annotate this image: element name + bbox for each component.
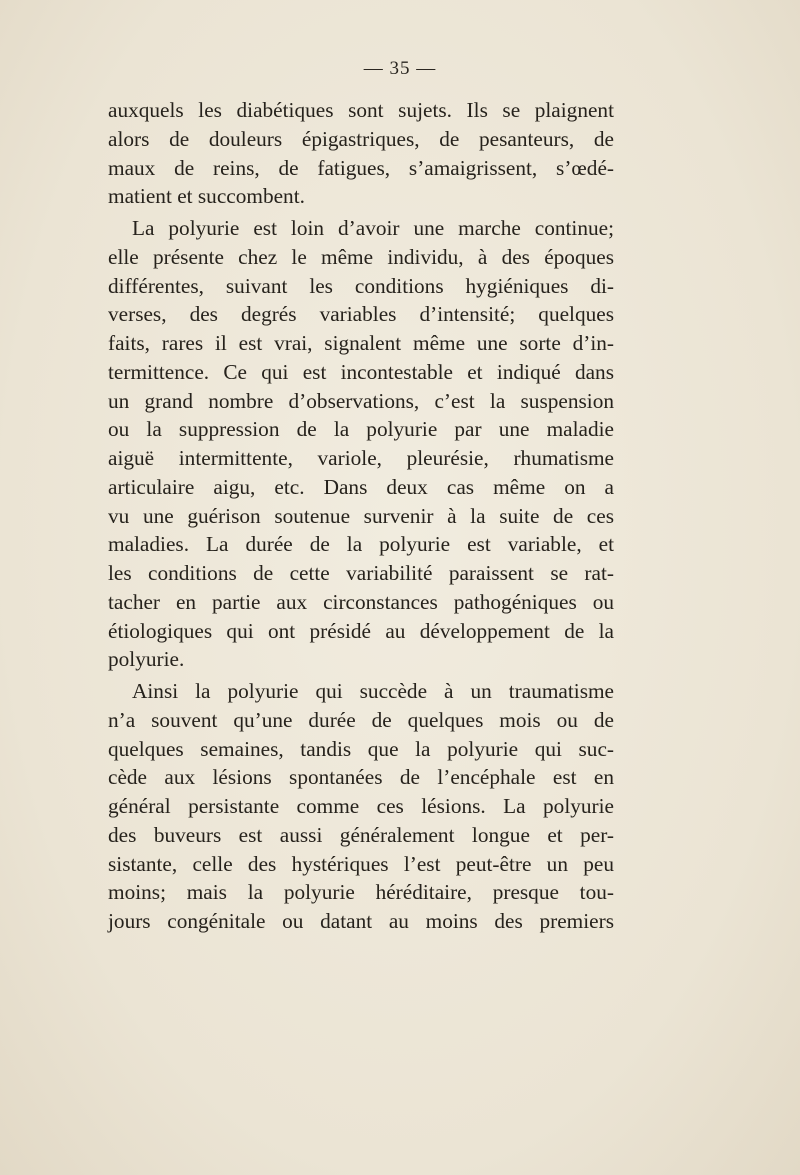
text-line: maladies. La durée de la polyurie est variable, et	[108, 532, 614, 557]
text-line: aiguë intermittente, variole, pleurésie, rhumatisme	[108, 446, 614, 470]
text-line: termittence. Ce qui est incontestable et indiqué dans	[108, 359, 614, 384]
text-line: tacher en partie aux circonstances pathogéniques ou	[108, 589, 614, 614]
text-line: verses, des degrés variables d’intensité; quelques	[108, 302, 614, 327]
text-line: n’a souvent qu’une durée de quelques mois ou de	[108, 707, 614, 732]
text-line: quelques semaines, tandis que la polyurie qui suc-	[108, 736, 614, 761]
text-line: moins; mais la polyurie héréditaire, presque tou-	[108, 880, 614, 905]
text-line: La polyurie est loin d’avoir une marche continue;	[132, 216, 614, 240]
text-line: les conditions de cette variabilité paraissent se rat-	[108, 561, 614, 585]
text-line: général persistante comme ces lésions. La polyurie	[108, 794, 614, 818]
text-line: des buveurs est aussi généralement longue et per-	[108, 822, 614, 847]
paragraph-3	[108, 677, 614, 936]
text-line: cède aux lésions spontanées de l’encéphale est en	[108, 765, 614, 790]
page-number: — 35 —	[363, 58, 437, 79]
text-line: un grand nombre d’observations, c’est la suspension	[108, 388, 614, 413]
text-line: maux de reins, de fatigues, s’amaigrissent, s’œdé-	[108, 155, 614, 180]
text-line: alors de douleurs épigastriques, de pesanteurs, de	[108, 126, 614, 151]
text-line: articulaire aigu, etc. Dans deux cas même on a	[108, 474, 614, 499]
body-text	[108, 96, 614, 936]
text-line: étiologiques qui ont présidé au développement de la	[108, 618, 614, 643]
paragraph-2	[108, 214, 614, 674]
text-line: faits, rares il est vrai, signalent même une sorte d’in-	[108, 331, 614, 355]
text-line: jours congénitale ou datant au moins des premiers	[108, 909, 614, 933]
text-line: différentes, suivant les conditions hygiéniques di-	[108, 273, 614, 298]
text-line: elle présente chez le même individu, à des époques	[108, 244, 614, 269]
text-line: vu une guérison soutenue survenir à la suite de ces	[108, 503, 614, 528]
text-line: auxquels les diabétiques sont sujets. Ils se plaignent	[108, 98, 614, 122]
text-line: matient et succombent.	[108, 184, 305, 209]
text-line: sistante, celle des hystériques l’est peut-être un peu	[108, 851, 614, 876]
text-line: Ainsi la polyurie qui succède à un traumatisme	[132, 679, 614, 703]
paragraph-1	[108, 96, 614, 211]
text-line: polyurie.	[108, 647, 185, 672]
text-line: ou la suppression de la polyurie par une maladie	[108, 417, 614, 442]
